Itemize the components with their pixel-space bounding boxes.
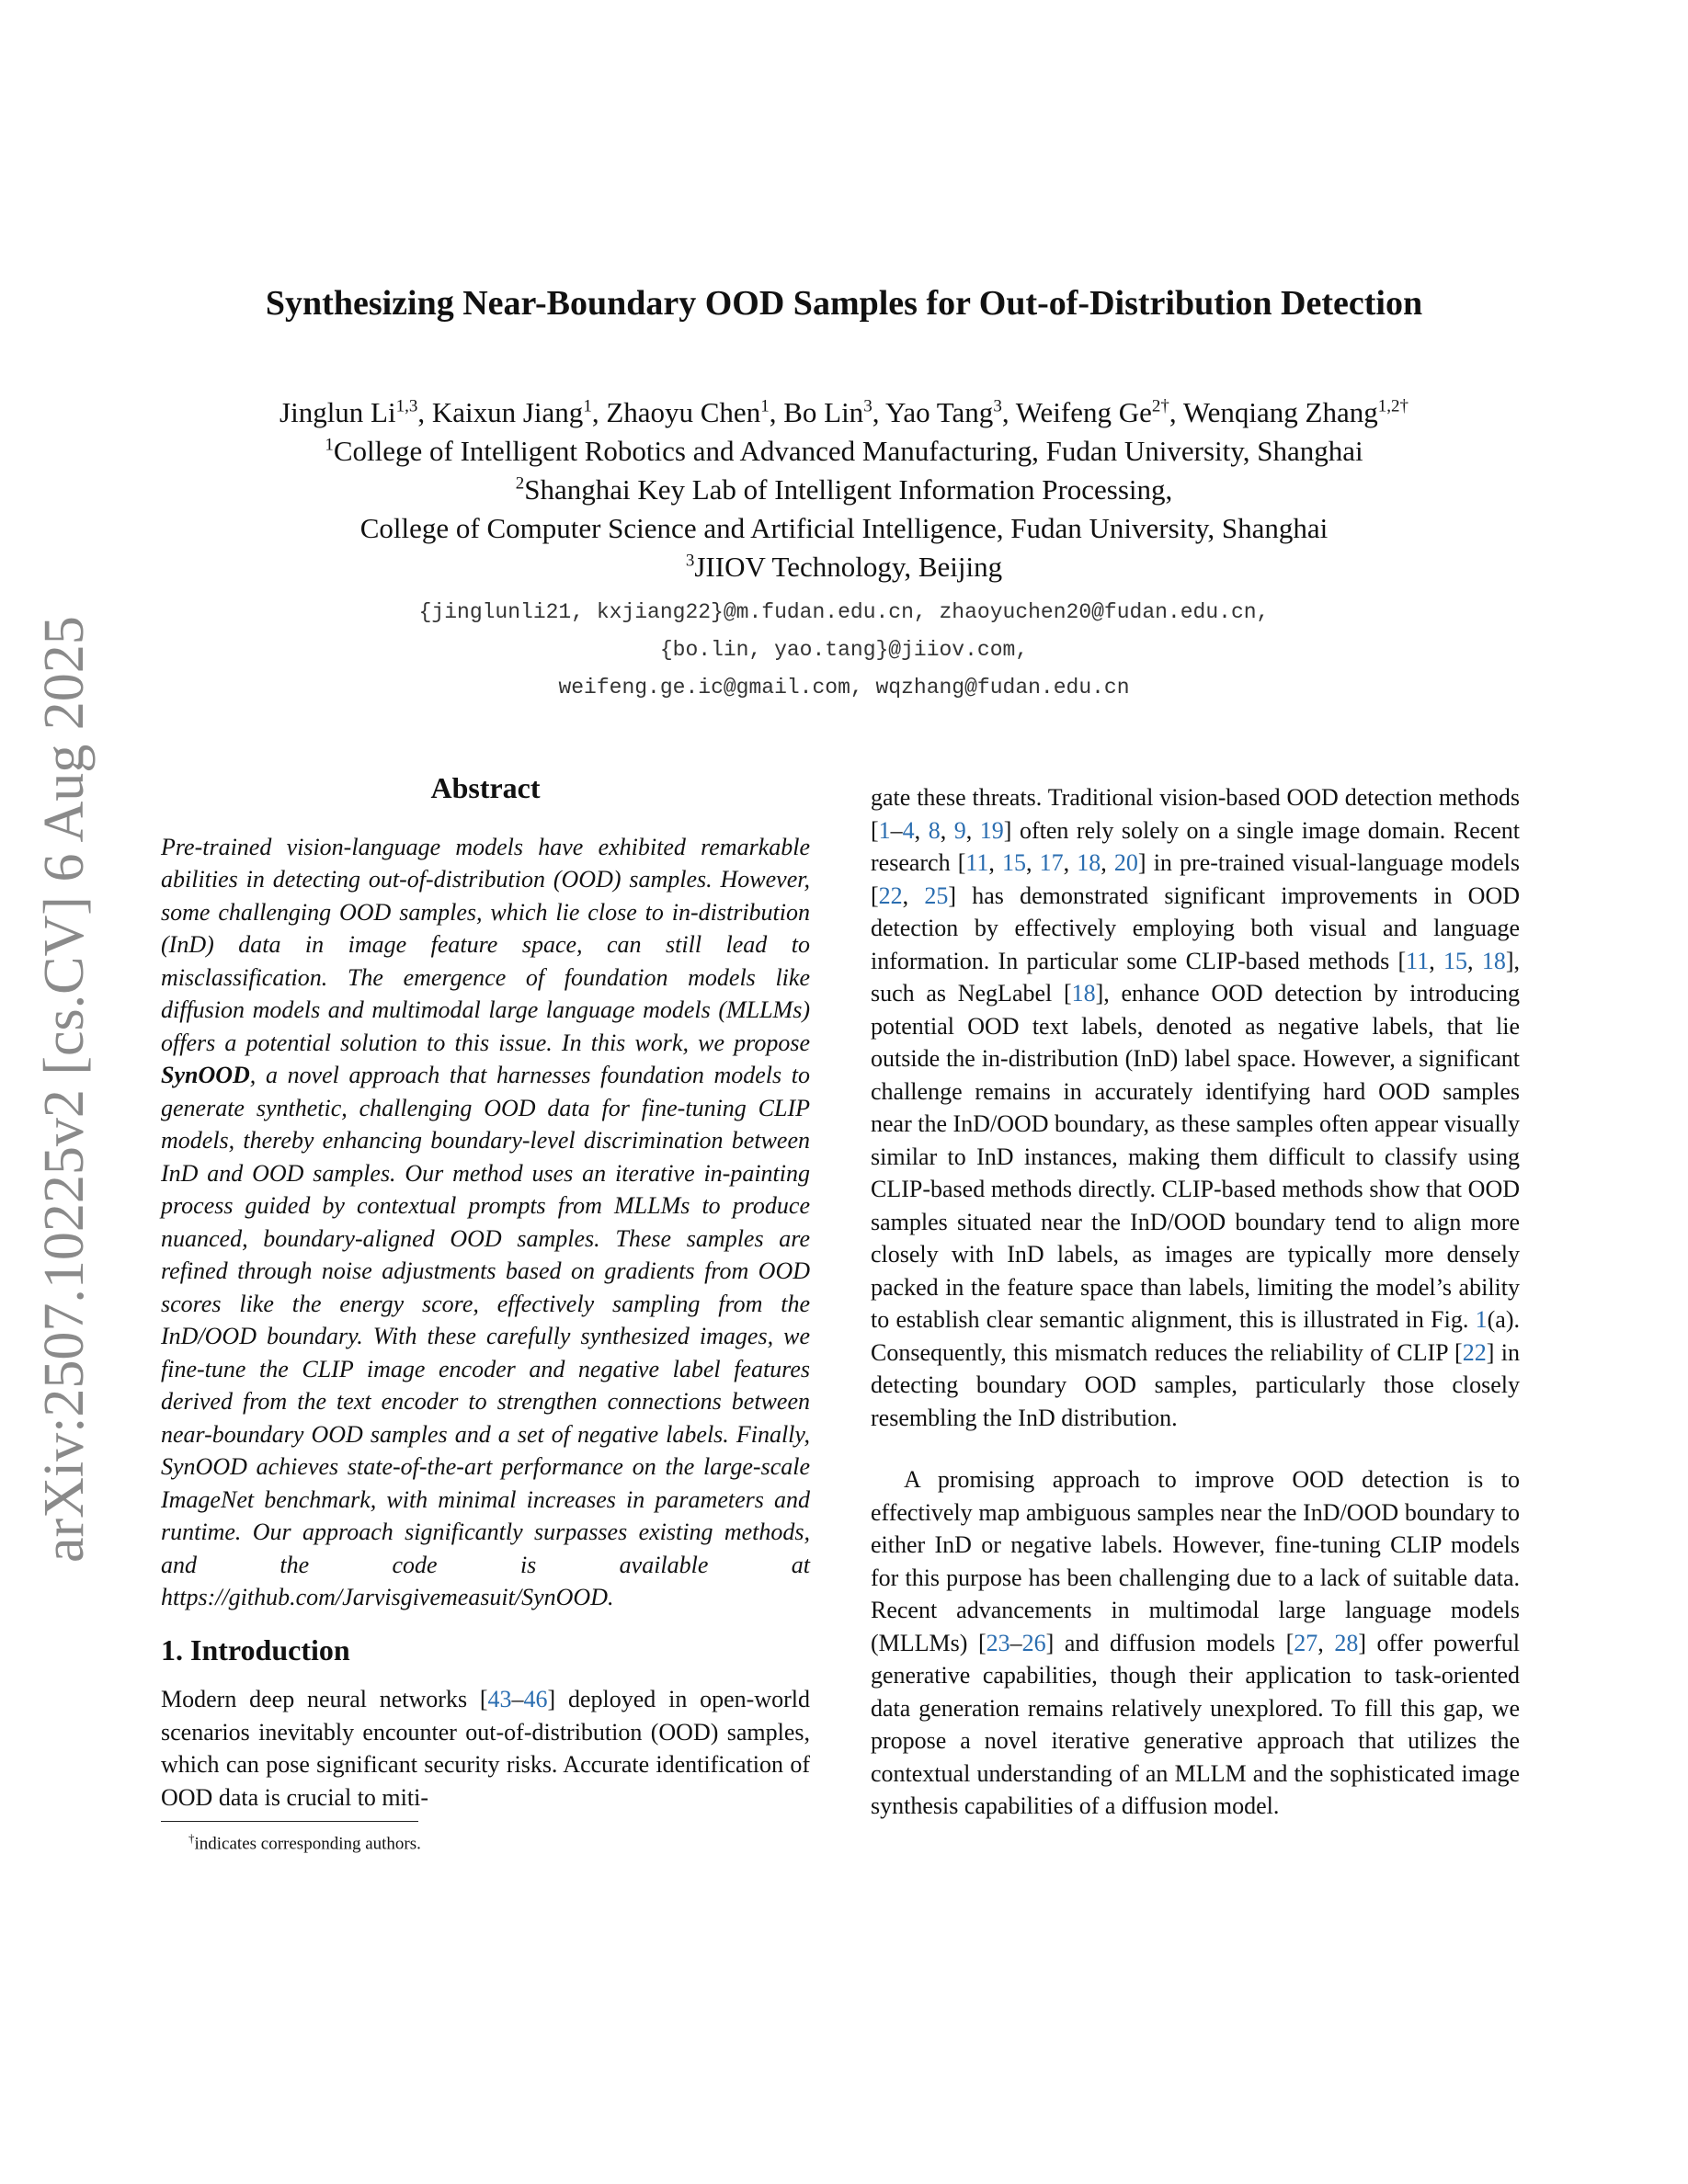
affiliation-line <box>0 509 1688 548</box>
author-affiliation-marker: 1 <box>583 396 592 416</box>
abstract-heading: Abstract <box>430 771 541 804</box>
section-heading-introduction: 1. Introduction <box>161 1632 350 1666</box>
abstract-text <box>161 831 810 1614</box>
arxiv-stamp: arXiv:2507.10225v2 [cs.CV] 6 Aug 2025 <box>33 616 96 1563</box>
citation-link[interactable]: 22 <box>1462 1338 1487 1366</box>
author-name: Bo Lin <box>783 396 864 428</box>
citation-link[interactable]: 11 <box>1406 947 1430 974</box>
abstract-text-part: , a novel approach that harnesses foundation models to generate synthetic, challenging OOD data for fine-tuning CLIP models, thereby enhancing boundary-level discrimination between InD and OOD samples. Our method uses an iterative in-painting process guided by contextual prompts from MLLMs to produce nuanced, boundary-aligned OOD samples. These samples are refined through noise adjustments based on gradients from OOD scores like the energy score, effectively sampling from the InD/OOD boundary. With these carefully synthesized images, we fine-tune the CLIP image encoder and negative label features derived from the text encoder to strengthen connections between near-boundary OOD samples and a set of negative labels. Finally, SynOOD achieves state-of-the-art performance on the large-scale ImageNet benchmark, with minimal increases in parameters and runtime. Our approach significantly surpasses existing methods, and the code is available at https://github.com/Jarvisgivemeasuit/SynOOD. <box>161 1062 810 1610</box>
footnote-rule <box>161 1821 418 1822</box>
citation-link[interactable]: 15 <box>1002 849 1027 876</box>
citation-link[interactable]: 8 <box>928 816 941 844</box>
author-affiliation-marker: 1 <box>760 396 770 416</box>
citation-link[interactable]: 4 <box>902 816 915 844</box>
citation-link[interactable]: 18 <box>1071 980 1096 1007</box>
citation-link[interactable]: 43 <box>487 1686 512 1712</box>
affiliation-text: Shanghai Key Lab of Intelligent Information Processing, <box>524 473 1173 506</box>
affiliation-text: College of Intelligent Robotics and Advanced Manufacturing, Fudan University, Shanghai <box>333 435 1363 467</box>
citation-link[interactable]: 46 <box>523 1686 548 1712</box>
author-name: Weifeng Ge <box>1015 396 1152 428</box>
left-column <box>161 772 810 1855</box>
citation-link[interactable]: 11 <box>965 849 989 876</box>
author-affiliation-marker: 1,3 <box>395 396 418 416</box>
citation-link[interactable]: 18 <box>1481 947 1506 974</box>
citation-link[interactable]: 26 <box>1021 1629 1046 1656</box>
intro-paragraph: gate these threats. Traditional vision-based OOD detection methods [1–4, 8, 9, 19] often rely solely on a single image domain. Recent research [11, 15, 17, 18, 20] in pre-trained visual-language models [22, 25] has demonstrated significant improvements in OOD detection by effectively employing both visual and language information. In particular some CLIP-based methods [11, 15, 18], such as NegLabel [18], enhance OOD detection by introducing potential OOD text labels, denoted as negative labels, that lie outside the in-distribution (InD) label space. However, a significant challenge remains in accurately identifying hard OOD samples near the InD/OOD boundary, as these samples often appear visually similar to InD instances, making them difficult to classify using CLIP-based methods directly. CLIP-based methods show that OOD samples situated near the InD/OOD boundary tend to align more closely with InD labels, as images are typically more densely packed in the feature space than labels, limiting the model’s ability to establish clear semantic alignment, this is illustrated in Fig. 1(a). Consequently, this mismatch reduces the reliability of CLIP [22] in detecting boundary OOD samples, particularly those closely resembling the InD distribution. <box>871 784 1521 1431</box>
right-column <box>871 781 1520 1823</box>
author-name: Yao Tang <box>885 396 994 428</box>
author-name: Wenqiang Zhang <box>1182 396 1378 428</box>
citation-link[interactable]: 18 <box>1077 849 1101 876</box>
affiliation-marker: 1 <box>325 435 334 455</box>
affiliation-text: College of Computer Science and Artificial Intelligence, Fudan University, Shanghai <box>359 512 1329 544</box>
citation-link[interactable]: 19 <box>979 816 1004 844</box>
author-affiliation-marker: 2† <box>1151 396 1169 416</box>
affiliation-text: JIIOV Technology, Beijing <box>694 551 1003 583</box>
citation-link[interactable]: 1 <box>878 816 891 844</box>
email-block <box>0 594 1688 707</box>
affiliation-list <box>0 432 1688 586</box>
paper-title: Synthesizing Near-Boundary OOD Samples for Out-of-Distribution Detection <box>265 284 1423 323</box>
author-affiliation-marker: 1,2† <box>1377 396 1409 416</box>
citation-link[interactable]: 15 <box>1443 947 1468 974</box>
citation-link[interactable]: 17 <box>1039 849 1064 876</box>
citation-link[interactable]: 9 <box>953 816 966 844</box>
author-block <box>0 393 1688 586</box>
citation-link[interactable]: 27 <box>1294 1629 1318 1656</box>
affiliation-line <box>0 548 1688 586</box>
author-name: Kaixun Jiang <box>431 396 584 428</box>
affiliation-line <box>0 471 1688 509</box>
author-list: Jinglun Li$^{1,3}$, Kaixun Jiang$^1$, Zhaoyu Chen$^1$, Bo Lin$^3$, Yao Tang$^3$, Weifeng $Ge^{2\dagger}$, Wenqiang Zhang$^{1,2\dagger}$ <box>279 396 1409 428</box>
citation-link[interactable]: 1 <box>1475 1306 1488 1333</box>
affiliation-line <box>0 432 1688 471</box>
affiliation-marker: 3 <box>685 551 695 571</box>
method-name: SynOOD <box>161 1062 250 1088</box>
footnote-marker: † <box>188 1831 195 1845</box>
author-name: Jinglun Li <box>279 396 396 428</box>
email-line: {jinglunli21, kxjiang22}@m.fudan.edu.cn, zhaoyuchen20@fudan.edu.cn, <box>418 600 1270 624</box>
intro-paragraph: Modern deep neural networks [43–46] deployed in open-world scenarios inevitably encounter out-of-distribution (OOD) samples, which can pose significant security risks. Accurate identification of OOD data is crucial to miti- <box>161 1686 810 1811</box>
intro-paragraph: A promising approach to improve OOD detection is to effectively map ambiguous samples near the InD/OOD boundary to either InD or negative labels. However, fine-tuning CLIP models for this purpose has been challenging due to a lack of suitable data. Recent advancements in multimodal large language models (MLLMs) [23–26] and diffusion models [27, 28] offer powerful generative capabilities, though their application to task-oriented data generation remains relatively unexplored. To fill this gap, we propose a novel iterative generative approach that utilizes the contextual understanding of an MLLM and the sophisticated image synthesis capabilities of a diffusion model. <box>871 1466 1521 1819</box>
email-line: {bo.lin, yao.tang}@jiiov.com, <box>659 638 1029 662</box>
affiliation-marker: 2 <box>515 473 525 494</box>
author-affiliation-marker: 3 <box>863 396 873 416</box>
email-line: weifeng.ge.ic@gmail.com, wqzhang@fudan.edu.cn <box>558 676 1130 700</box>
citation-link[interactable]: 25 <box>924 882 949 909</box>
abstract-text-part: Pre-trained vision-language models have exhibited remarkable abilities in detecting out-of-distribution (OOD) samples. However, some challenging OOD samples, which lie close to in-distribution (InD) data in image feature space, can still lead to misclassification. The emergence of foundation models like diffusion models and multimodal large language models (MLLMs) offers a potential solution to this issue. In this work, we propose <box>161 833 810 1056</box>
author-name: Zhaoyu Chen <box>606 396 761 428</box>
citation-link[interactable]: 20 <box>1113 849 1138 876</box>
footnote <box>161 1827 810 1855</box>
citation-link[interactable]: 22 <box>878 882 903 909</box>
citation-link[interactable]: 28 <box>1334 1629 1359 1656</box>
citation-link[interactable]: 23 <box>986 1629 1010 1656</box>
footnote-text: indicates corresponding authors. <box>194 1834 421 1854</box>
author-affiliation-marker: 3 <box>993 396 1002 416</box>
